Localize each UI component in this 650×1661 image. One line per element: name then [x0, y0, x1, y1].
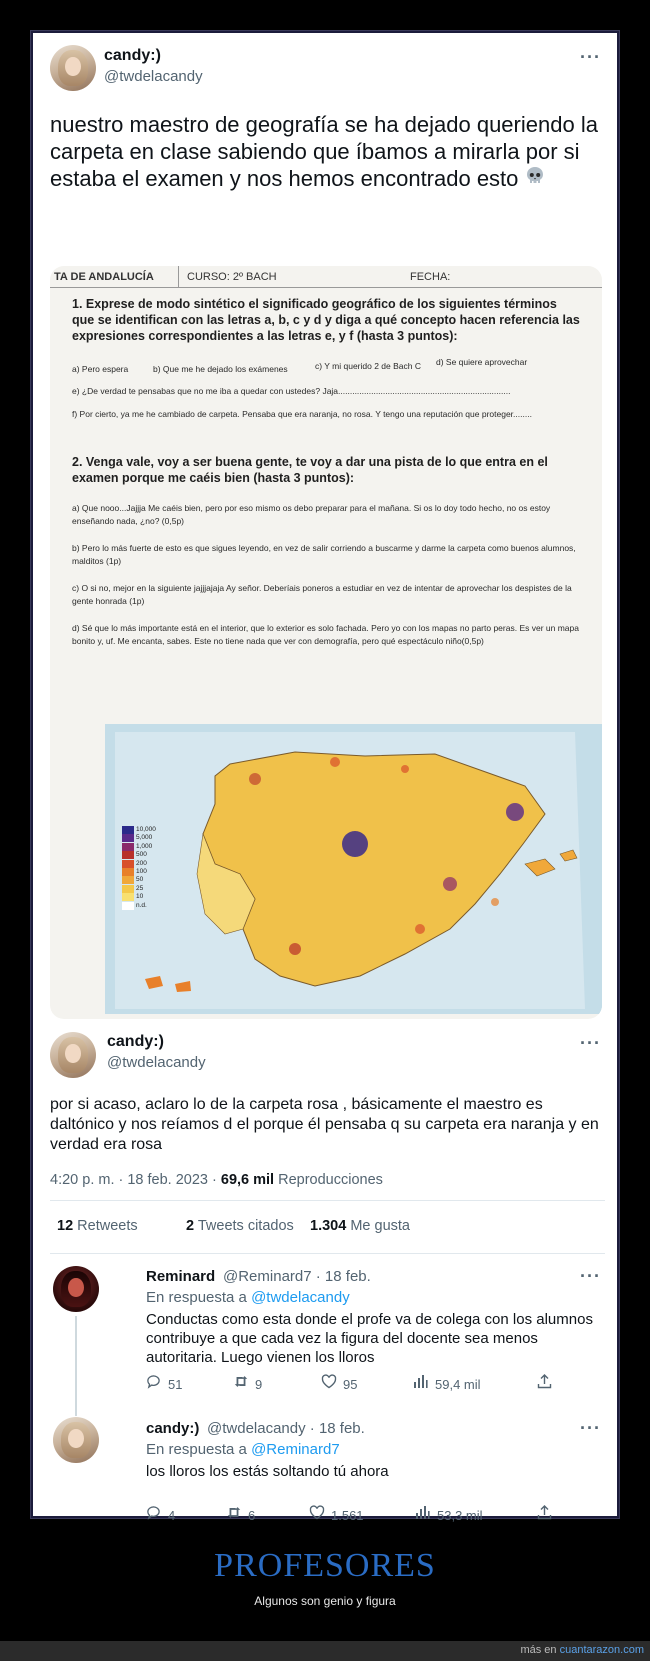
legend-item: 10 [122, 893, 164, 901]
reply-to-link[interactable]: @Reminard7 [251, 1441, 340, 1458]
reply-text: los lloros los estás soltando tú ahora [146, 1463, 389, 1480]
legend-item: 500 [122, 851, 164, 859]
author-name[interactable]: candy:) [107, 1033, 164, 1050]
reply-author-name[interactable]: candy:) [146, 1420, 200, 1437]
tweet-text: por si acaso, aclaro lo de la carpeta rosa , básicamente el maestro es daltónico y nos reíamos d el porque él pensaba q su carpeta era naranja y en verdad era rosa [50, 1096, 599, 1153]
comment-icon [146, 1505, 168, 1524]
legend-item: 50 [122, 876, 164, 884]
more-dots-icon[interactable]: ··· [580, 1418, 601, 1438]
site-link[interactable]: cuantarazon.com [559, 1644, 644, 1656]
legend-item: 5,000 [122, 834, 164, 842]
q1-option-c: c) Y mi querido 2 de Bach C [315, 361, 421, 371]
legend-item: 25 [122, 885, 164, 893]
q2-option-a: a) Que nooo...Jajjja Me caéis bien, pero por eso mismo os debo preparar para el mañana. Si os lo doy todo hecho, no os estoy enseñando nada, ¿no? (0,5p) [72, 503, 551, 526]
exam-course: CURSO: 2º BACH [187, 271, 277, 283]
avatar[interactable] [53, 1266, 99, 1312]
in-reply-to: En respuesta a @twdelacandy [146, 1289, 350, 1306]
exam-header-left: TA DE ANDALUCÍA [54, 271, 154, 283]
like-button[interactable]: 95 [321, 1374, 357, 1393]
credit-bar [0, 1641, 650, 1661]
q2-option-d: d) Sé que lo más importante está en el interior, que lo exterior es solo fachada. Pero yo con los mapas no parto peras. Es ver un mapa bonito y, uf. Me encanta, sabes. Este no tiene nada que ver con demografía, pero qué espectáculo niño(0,5p) [72, 623, 579, 646]
skull-icon [525, 166, 545, 194]
retweet-icon [233, 1374, 255, 1393]
heart-icon [309, 1505, 331, 1524]
retweet-icon [226, 1505, 248, 1524]
retweet-button[interactable]: 6 [226, 1505, 255, 1524]
question-1: 1. Exprese de modo sintético el significado geográfico de los siguientes términos que se identifican con las letras a, b, c y d y diga a qué concepto hacen referencia las expresiones correspondientes a las letras e, y f (hasta 3 puntos): [72, 297, 580, 343]
more-dots-icon[interactable]: ··· [580, 1266, 601, 1286]
views-icon [415, 1505, 437, 1524]
map-legend [122, 826, 164, 910]
q1-option-e: e) ¿De verdad te pensabas que no me iba a quedar con ustedes? Jaja......................................................................... [72, 386, 511, 396]
question-2: 2. Venga vale, voy a ser buena gente, te voy a dar una pista de lo que entra en el examen porque me caéis bien (hasta 3 puntos): [72, 455, 548, 485]
quotes-stat[interactable]: 2 Tweets citados [186, 1218, 294, 1234]
tweet-card [31, 31, 619, 1523]
spain-map-icon [105, 724, 602, 1014]
reply-author-handle[interactable]: @twdelacandy · 18 feb. [207, 1420, 365, 1437]
share-button[interactable] [537, 1374, 559, 1393]
avatar[interactable] [53, 1417, 99, 1463]
q1-option-a: a) Pero espera [72, 364, 129, 374]
more-dots-icon[interactable]: ··· [580, 1033, 601, 1053]
reply-author-handle[interactable]: @Reminard7 · 18 feb. [223, 1268, 371, 1285]
tweet-timestamp[interactable]: 4:20 p. m. · 18 feb. 2023 · 69,6 mil Reproducciones [50, 1172, 383, 1188]
more-dots-icon[interactable]: ··· [580, 47, 601, 67]
q1-option-f: f) Por cierto, ya me he cambiado de carpeta. Pensaba que era naranja, no rosa. Y tengo una reputación que proteger........ [72, 409, 532, 419]
comment-button[interactable]: 51 [146, 1374, 182, 1393]
tweet-text: nuestro maestro de geografía se ha dejado queriendo la carpeta en clase sabiendo que íbamos a mirarla por si estaba el examen y nos hemos encontrado esto [50, 111, 610, 194]
divider [50, 1200, 605, 1201]
in-reply-to: En respuesta a @Reminard7 [146, 1441, 340, 1458]
views-icon [413, 1374, 435, 1393]
post-title[interactable]: PROFESORES [214, 1547, 436, 1584]
reply-author-name[interactable]: Reminard [146, 1268, 216, 1285]
avatar[interactable] [50, 1032, 96, 1078]
legend-item: 100 [122, 868, 164, 876]
share-button[interactable] [537, 1505, 559, 1524]
author-handle[interactable]: @twdelacandy [104, 68, 203, 85]
comment-icon [146, 1374, 168, 1393]
views-button[interactable]: 59,4 mil [413, 1374, 481, 1393]
views-count: 69,6 mil [220, 1172, 275, 1188]
share-icon [537, 1374, 559, 1393]
avatar[interactable] [50, 45, 96, 91]
site-credit: más en cuantarazon.com [520, 1644, 644, 1656]
q2-option-b: b) Pero lo más fuerte de esto es que sigues leyendo, en vez de salir corriendo a buscarme y darme la carpeta como buenos alumnos, malditos (1p) [72, 543, 576, 566]
like-button[interactable]: 1.561 [309, 1505, 364, 1524]
legend-item: n.d. [122, 902, 164, 910]
q1-option-b: b) Que me he dejado los exámenes [153, 364, 288, 374]
legend-item: 1,000 [122, 843, 164, 851]
population-map [105, 724, 602, 1014]
q2-option-c: c) O si no, mejor en la siguiente jajjjajaja Ay señor. Deberíais poneros a estudiar en vez de intentar de aprovechar los despistes de la gente honrada (1p) [72, 583, 572, 606]
likes-stat[interactable]: 1.304 Me gusta [310, 1218, 410, 1234]
exam-date-label: FECHA: [410, 271, 451, 283]
author-handle[interactable]: @twdelacandy [107, 1054, 206, 1071]
share-icon [537, 1505, 559, 1524]
post-subtitle: Algunos son genio y figura [254, 1594, 396, 1608]
legend-item: 10,000 [122, 826, 164, 834]
exam-header [50, 266, 602, 288]
tweet-photo[interactable] [50, 266, 602, 1019]
reply-to-link[interactable]: @twdelacandy [251, 1289, 350, 1306]
legend-item: 200 [122, 860, 164, 868]
reply-text: Conductas como esta donde el profe va de colega con los alumnos contribuye a que cada vez la figura del docente sea menos autoritaria. Luego vienen los lloros [146, 1311, 593, 1366]
heart-icon [321, 1374, 343, 1393]
views-button[interactable]: 53,3 mil [415, 1505, 483, 1524]
divider [50, 1253, 605, 1254]
q1-option-d: d) Se quiere aprovechar [436, 357, 528, 367]
comment-button[interactable]: 4 [146, 1505, 175, 1524]
author-name[interactable]: candy:) [104, 47, 161, 64]
retweet-button[interactable]: 9 [233, 1374, 262, 1393]
retweets-stat[interactable]: 12 Retweets [57, 1218, 138, 1234]
thread-line [75, 1316, 77, 1416]
